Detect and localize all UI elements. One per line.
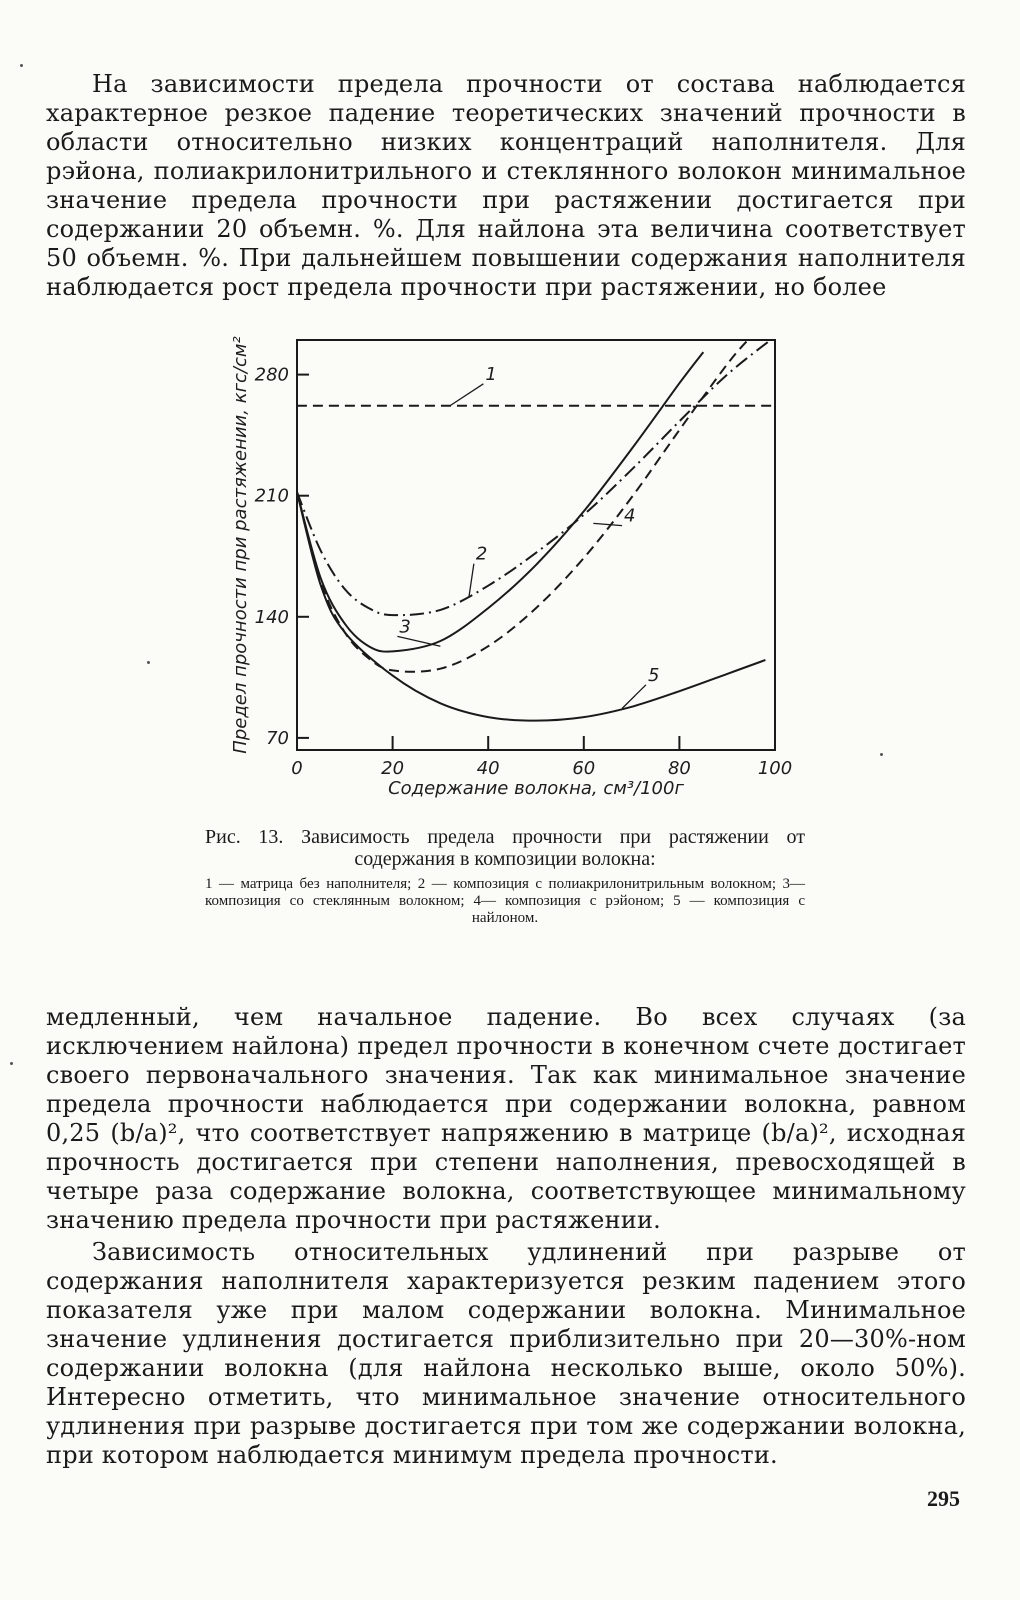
x-tick-label: 20 [381,758,405,779]
y-tick-label: 70 [266,727,289,749]
series-labels [397,364,659,709]
series-4-label: 4 [624,505,636,527]
figure-caption [205,826,805,927]
x-tick-label: 100 [757,758,793,779]
y-axis-title: Предел прочности при растяжении, кгс/см² [230,336,251,754]
paragraph-bottom: Зависимость относительных удлинений при разрыве от содержания наполнителя характеризуется резким падением этого показателя уже при малом содержании волокна. Минимальное значение удлинения достигается приблизительно при 20—30%-ном содержании волокна (для найлона несколько выше, около 50%). Интересно отметить, что минимальное значение относительного удлинения при разрыве достигается при том же содержании волокна, при котором наблюдается минимум предела прочности. [46,1238,966,1469]
x-tick-label: 0 [291,758,303,779]
caption-text: Рис. 13. Зависимость предела прочности при растяжении от содержания в композиции волокна: [205,826,805,870]
series-1-leader [450,384,483,406]
series-4-line [297,337,751,672]
y-tick-label: 280 [254,364,289,386]
plot-frame [297,340,775,750]
x-tick-label: 60 [572,758,596,779]
scan-speck [20,64,23,67]
scan-speck [880,753,883,756]
page-number: 295 [927,1486,960,1511]
series-5-leader [622,685,646,709]
series-1-label: 1 [485,363,497,385]
series-2-line [297,337,775,616]
paragraph-middle: медленный, чем начальное падение. Во всех случаях (за исключением найлона) предел прочности в конечном счете достигает своего первоначального значения. Так как минимальное значение предела прочности наблюдается при содержании волокна, равном 0,25 (b/a)², что соответствует напряжению в матрице (b/a)², исходная прочность достигается при степени наполнения, превосходящей в четыре раза содержание волокна, соответствующее минимальному значению предела прочности при растяжении. [46,1003,966,1234]
tick-marks [297,375,679,750]
x-tick-label: 40 [476,758,500,779]
y-tick-label: 210 [254,485,289,507]
x-axis-title: Содержание волокна, см³/100г [388,778,684,799]
y-tick-label: 140 [254,606,289,628]
series-lines [297,337,775,721]
series-5-label: 5 [647,664,660,686]
series-2-leader [469,564,474,596]
tick-labels [255,365,793,779]
series-3-leader [397,636,440,646]
scan-speck [10,1062,13,1065]
series-3-label: 3 [399,616,411,638]
series-3-line [297,352,703,652]
series-2-label: 2 [475,543,488,565]
x-tick-label: 80 [667,758,691,779]
strength-chart [210,322,810,810]
scan-speck [147,661,150,664]
series-4-leader [593,523,622,525]
caption-legend: 1 — матрица без наполнителя; 2 — композиция с полиакрилонитрильным волокном; 3—композиция со стеклянным волокном; 4— композиция с рэйоном; 5 — композиция с найлоном. [205,876,805,926]
paragraph-top: На зависимости предела прочности от состава наблюдается характерное резкое падение теоретических значений прочности в области относительно низких концентраций наполнителя. Для рэйона, полиакрилонитрильного и стеклянного волокон минимальное значение предела прочности при растяжении достигается при содержании 20 объемн. %. Для найлона эта величина соответствует 50 объемн. %. При дальнейшем повышении содержания наполнителя наблюдается рост предела прочности при растяжении, но более [46,70,966,301]
